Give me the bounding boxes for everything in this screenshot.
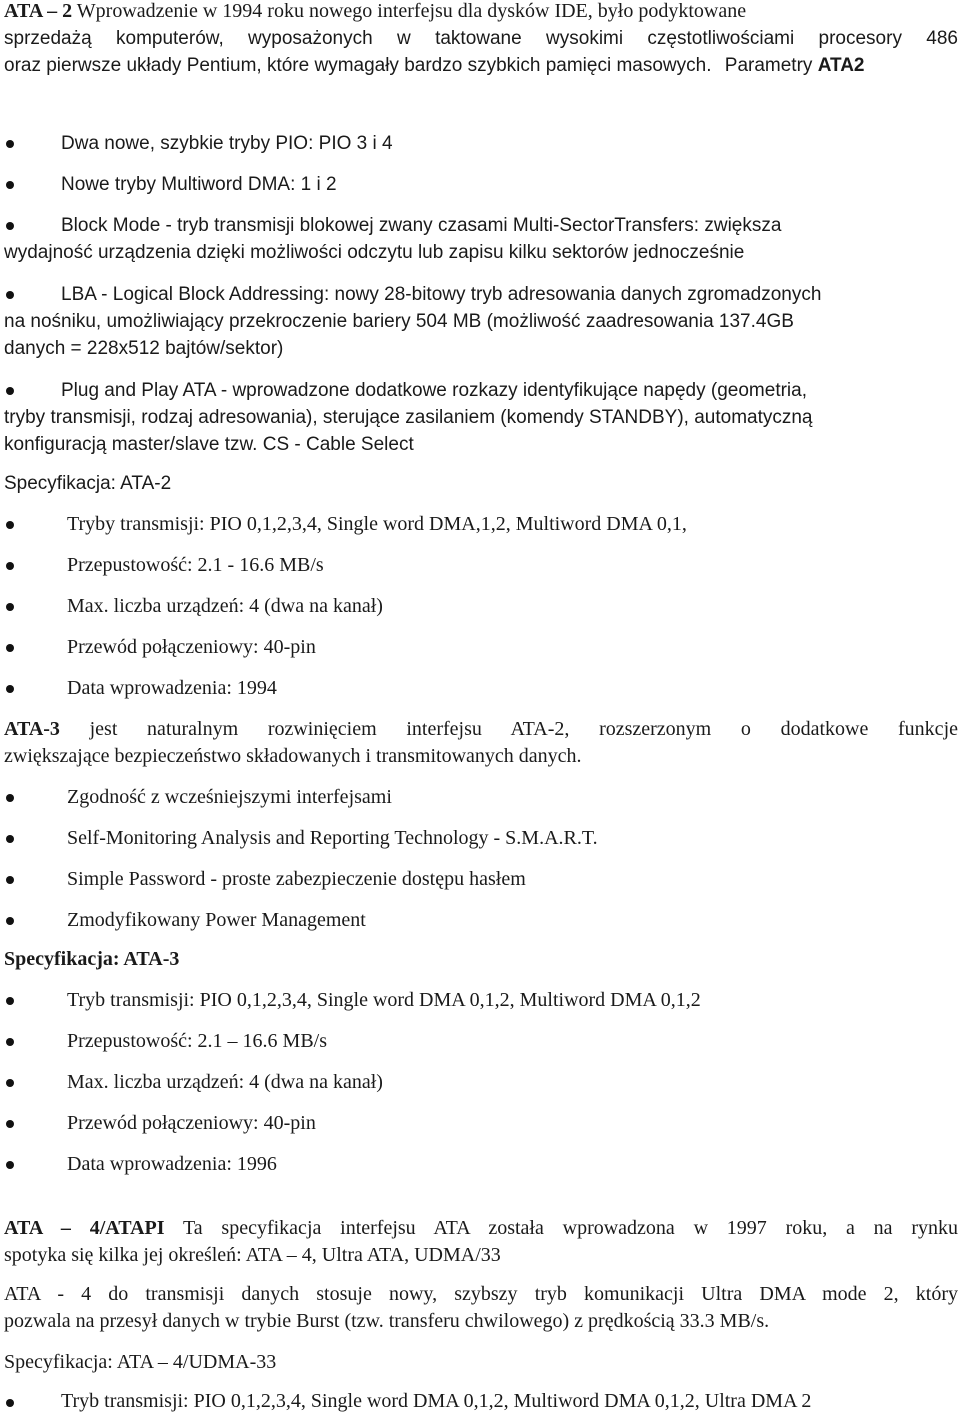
bullet-icon <box>6 685 14 693</box>
bullet-icon <box>6 1120 14 1128</box>
ata2-feature-3-line-1: Block Mode - tryb transmisji blokowej zwany czasami Multi-SectorTransfers: zwiększa <box>61 215 782 236</box>
ata3-intro-line-2: zwiększające bezpieczeństwo składowanych i transmitowanych danych. <box>4 745 582 767</box>
ata2-intro-title: ATA – 2 <box>4 0 73 22</box>
ata4-title: ATA – 4/ATAPI <box>4 1217 165 1239</box>
ata2-feature-4-line-2: na nośniku, umożliwiający przekroczenie bariery 504 MB (możliwość zaadresowania 137.4GB <box>4 311 794 332</box>
ata2-feature-5-line-1: Plug and Play ATA - wprowadzone dodatkowe rozkazy identyfikujące napędy (geometria, <box>61 380 807 401</box>
ata2-feature-4-line-3: danych = 228x512 bajtów/sektor) <box>4 338 284 359</box>
ata3-title: ATA-3 <box>4 718 60 740</box>
ata3-intro-line-1 <box>4 716 958 743</box>
bullet-icon <box>6 1399 14 1407</box>
bullet-icon <box>6 562 14 570</box>
ata2-spec-item-1: Tryby transmisji: PIO 0,1,2,3,4, Single word DMA,1,2, Multiword DMA 0,1, <box>67 513 687 535</box>
bullet-icon <box>6 291 14 299</box>
bullet-icon <box>6 794 14 802</box>
bullet-icon <box>6 1038 14 1046</box>
ata2-params-bold: ATA2 <box>817 55 865 76</box>
ata3-feature-4: Zmodyfikowany Power Management <box>67 909 366 931</box>
ata3-spec-item-4: Przewód połączeniowy: 40-pin <box>67 1112 316 1134</box>
ata2-feature-5-line-3: konfiguracją master/slave tzw. CS - Cable Select <box>4 434 414 455</box>
ata2-feature-2: Nowe tryby Multiword DMA: 1 i 2 <box>61 174 337 195</box>
bullet-icon <box>6 387 14 395</box>
ata3-spec-item-3: Max. liczba urządzeń: 4 (dwa na kanał) <box>67 1071 383 1093</box>
bullet-icon <box>6 835 14 843</box>
ata2-spec-heading: Specyfikacja: ATA-2 <box>4 473 172 494</box>
ata3-spec-item-5: Data wprowadzenia: 1996 <box>67 1153 277 1175</box>
ata2-feature-3-line-2: wydajność urządzenia dzięki możliwości odczytu lub zapisu kilku sektorów jednocześnie <box>4 242 745 263</box>
ata2-spec-item-2: Przepustowość: 2.1 - 16.6 MB/s <box>67 554 324 576</box>
bullet-icon <box>6 876 14 884</box>
bullet-icon <box>6 1079 14 1087</box>
ata4-intro-line-1 <box>4 1215 958 1242</box>
ata3-spec-heading: Specyfikacja: ATA-3 <box>4 948 180 970</box>
ata3-feature-3: Simple Password - proste zabezpieczenie dostępu hasłem <box>67 868 526 890</box>
ata2-spec-item-5: Data wprowadzenia: 1994 <box>67 677 277 699</box>
bullet-icon <box>6 917 14 925</box>
ata4-intro-line-2: spotyka się kilka jej określeń: ATA – 4, Ultra ATA, UDMA/33 <box>4 1244 501 1266</box>
bullet-icon <box>6 140 14 148</box>
ata4-spec-heading: Specyfikacja: ATA – 4/UDMA-33 <box>4 1351 277 1373</box>
ata2-spec-item-4: Przewód połączeniowy: 40-pin <box>67 636 316 658</box>
ata2-feature-4-line-1: LBA - Logical Block Addressing: nowy 28-bitowy tryb adresowania danych zgromadzonych <box>61 284 822 305</box>
ata3-feature-1: Zgodność z wcześniejszymi interfejsami <box>67 786 392 808</box>
ata3-text-1: jest naturalnym rozwinięciem interfejsu ATA-2, rozszerzonym o dodatkowe funkcje <box>89 718 958 740</box>
ata2-intro-line-3 <box>4 52 865 79</box>
ata4-spec-item-1: Tryb transmisji: PIO 0,1,2,3,4, Single word DMA 0,1,2, Multiword DMA 0,1,2, Ultra DMA 2 <box>61 1390 812 1412</box>
ata2-spec-item-3: Max. liczba urządzeń: 4 (dwa na kanał) <box>67 595 383 617</box>
bullet-icon <box>6 181 14 189</box>
ata2-feature-1: Dwa nowe, szybkie tryby PIO: PIO 3 i 4 <box>61 133 393 154</box>
ata3-spec-item-2: Przepustowość: 2.1 – 16.6 MB/s <box>67 1030 327 1052</box>
bullet-icon <box>6 644 14 652</box>
ata3-feature-2: Self-Monitoring Analysis and Reporting Technology - S.M.A.R.T. <box>67 827 598 849</box>
ata2-intro-line-2: sprzedażą komputerów, wyposażonych w taktowane wysokimi częstotliwościami procesory 486 <box>4 28 958 49</box>
ata2-intro-text-3: oraz pierwsze układy Pentium, które wymagały bardzo szybkich pamięci masowych. <box>4 55 712 76</box>
ata4-para2-line-2: pozwala na przesył danych w trybie Burst (tzw. transferu chwilowego) z prędkością 33.3 MB/s. <box>4 1310 770 1332</box>
bullet-icon <box>6 997 14 1005</box>
ata3-spec-item-1: Tryb transmisji: PIO 0,1,2,3,4, Single word DMA 0,1,2, Multiword DMA 0,1,2 <box>67 989 701 1011</box>
bullet-icon <box>6 222 14 230</box>
ata4-para2-line-1: ATA - 4 do transmisji danych stosuje nowy, szybszy tryb komunikacji Ultra DMA mode 2, który <box>4 1283 958 1305</box>
ata2-params-label: Parametry <box>724 55 813 76</box>
bullet-icon <box>6 1161 14 1169</box>
ata4-text-1: Ta specyfikacja interfejsu ATA została wprowadzona w 1997 roku, a na rynku <box>182 1217 959 1239</box>
ata2-intro-line-1 <box>4 0 958 25</box>
bullet-icon <box>6 603 14 611</box>
ata2-feature-5-line-2: tryby transmisji, rodzaj adresowania), sterujące zasilaniem (komendy STANDBY), automatyczną <box>4 407 813 428</box>
bullet-icon <box>6 521 14 529</box>
ata2-intro-text-1: Wprowadzenie w 1994 roku nowego interfejsu dla dysków IDE, było podyktowane <box>76 0 747 22</box>
